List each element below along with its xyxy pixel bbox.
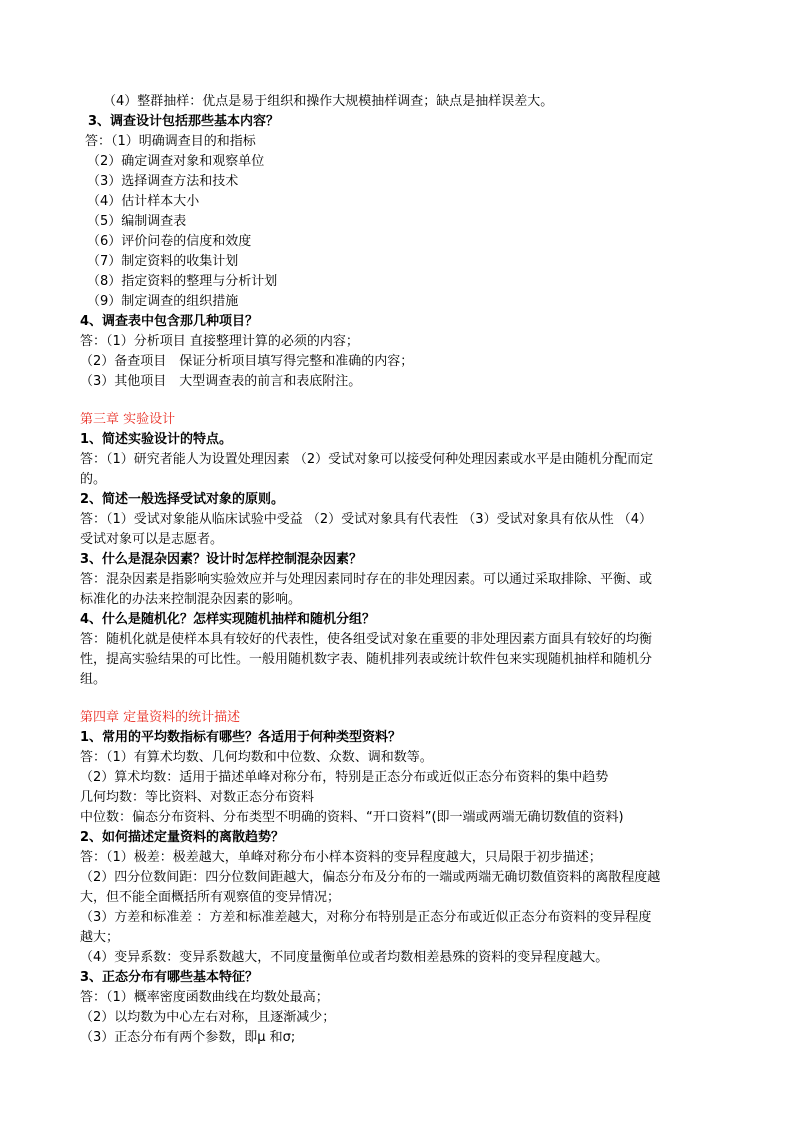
answer-line: 答：（1）分析项目 直接整理计算的必须的内容；: [80, 334, 359, 349]
chapter-heading: 第三章 实验设计: [80, 412, 176, 427]
answer-line: 答：（1）受试对象能从临床试验中受益 （2）受试对象具有代表性 （3）受试对象具有依从性 （4）: [80, 512, 652, 527]
answer-line: （4）变异系数：变异系数越大，不同度量衡单位或者均数相差悬殊的资料的变异程度越大。: [80, 950, 609, 965]
answer-line: 中位数：偏态分布资料、分布类型不明确的资料、“开口资料”(即一端或两端无确切数值的资料): [80, 810, 624, 825]
question-heading: 4、什么是随机化？怎样实现随机抽样和随机分组？: [80, 612, 376, 627]
answer-line: 组。: [80, 672, 107, 687]
answer-line: 答：（1）明确调查目的和指标: [85, 134, 256, 149]
answer-line: 答：随机化就是使样本具有较好的代表性，使各组受试对象在重要的非处理因素方面具有较好的均衡: [80, 632, 653, 647]
question-heading: 1、简述实验设计的特点。: [80, 432, 233, 447]
question-heading: 4、调查表中包含那几种项目？: [80, 314, 259, 329]
answer-line: 性，提高实验结果的可比性。一般用随机数字表、随机排列表或统计软件包来实现随机抽样和随机分: [80, 652, 653, 667]
list-item: （7）制定资料的收集计划: [87, 254, 239, 269]
list-item: （3）选择调查方法和技术: [87, 174, 239, 189]
text-line: （4）整群抽样：优点是易于组织和操作大规模抽样调查；缺点是抽样误差大。: [103, 94, 554, 109]
answer-line: 大，但不能全面概括所有观察值的变异情况；: [80, 890, 341, 905]
question-heading: 2、如何描述定量资料的离散趋势？: [80, 830, 285, 845]
answer-line: （2）以均数为中心左右对称，且逐渐减少；: [80, 1010, 336, 1025]
answer-line: 答：（1）研究者能人为设置处理因素 （2）受试对象可以接受何种处理因素或水平是由随机分配而定: [80, 452, 654, 467]
answer-line: 越大；: [80, 930, 120, 945]
list-item: （4）估计样本大小: [87, 194, 200, 209]
list-item: （5）编制调查表: [87, 214, 187, 229]
answer-line: （2）算术均数：适用于描述单峰对称分布，特别是正态分布或近似正态分布资料的集中趋势: [80, 770, 609, 785]
answer-line: 答：（1）有算术均数、几何均数和中位数、众数、调和数等。: [80, 750, 433, 765]
answer-line: 的。: [80, 472, 107, 487]
question-heading: 1、常用的平均数指标有哪些？各适用于何种类型资料？: [80, 730, 402, 745]
answer-line: （3）方差和标准差 ：方差和标准差越大，对称分布特别是正态分布或近似正态分布资料的变异程度: [80, 910, 652, 925]
list-item: （9）制定调查的组织措施: [87, 294, 239, 309]
answer-line: （3）其他项目 大型调查表的前言和表底附注。: [80, 374, 362, 389]
answer-line: （2）备查项目 保证分析项目填写得完整和准确的内容；: [80, 354, 414, 369]
answer-line: （3）正态分布有两个参数，即μ 和σ;: [80, 1030, 296, 1045]
answer-line: 几何均数：等比资料、对数正态分布资料: [80, 790, 315, 805]
chapter-heading: 第四章 定量资料的统计描述: [80, 710, 241, 725]
list-item: （6）评价问卷的信度和效度: [87, 234, 252, 249]
question-heading: 3、什么是混杂因素？设计时怎样控制混杂因素？: [80, 552, 363, 567]
answer-line: 答：混杂因素是指影响实验效应并与处理因素同时存在的非处理因素。可以通过采取排除、平衡、或: [80, 572, 653, 587]
answer-line: （2）四分位数间距：四分位数间距越大，偏态分布及分布的一端或两端无确切数值资料的离散程度越: [80, 870, 661, 885]
answer-line: 受试对象可以是志愿者。: [80, 532, 224, 547]
question-heading: 2、简述一般选择受试对象的原则。: [80, 492, 285, 507]
list-item: （2）确定调查对象和观察单位: [87, 154, 265, 169]
question-heading: 3、正态分布有哪些基本特征？: [80, 970, 259, 985]
answer-line: 答：（1）极差：极差越大，单峰对称分布小样本资料的变异程度越大，只局限于初步描述；: [80, 850, 602, 865]
answer-line: 答：（1）概率密度函数曲线在均数处最高；: [80, 990, 329, 1005]
answer-line: 标准化的办法来控制混杂因素的影响。: [80, 592, 302, 607]
list-item: （8）指定资料的整理与分析计划: [87, 274, 278, 289]
question-heading: 3、调查设计包括那些基本内容？: [88, 114, 280, 129]
